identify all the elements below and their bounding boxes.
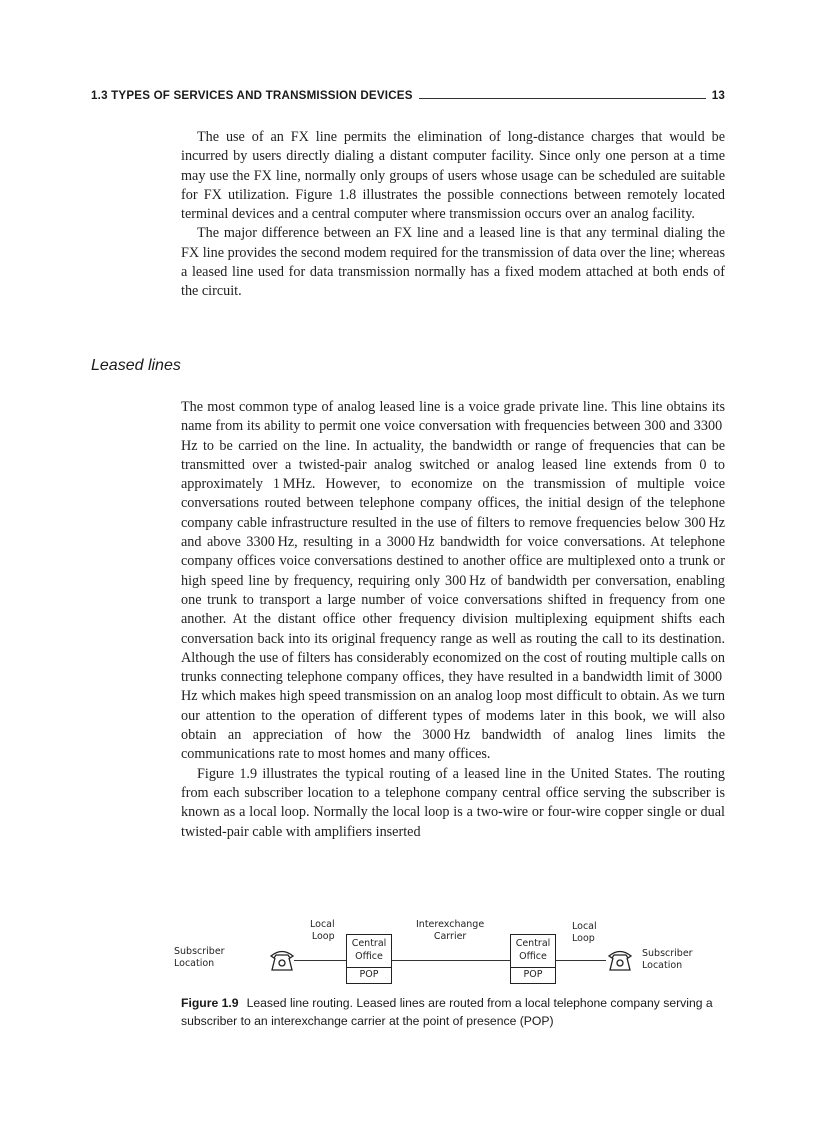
right-pop-box: POP	[510, 967, 556, 984]
right-local-loop-label	[572, 921, 597, 945]
paragraph: The major difference between an FX line and a leased line is that any terminal dialing the FX line provides the second modem required for the transmission of data over the line; whereas a leased line used for data transmission normally has a fixed modem attached at both ends of the circuit.	[181, 225, 725, 300]
telephone-icon	[606, 948, 634, 972]
right-subscriber-label	[642, 948, 693, 972]
section-heading-leased-lines: Leased lines	[91, 357, 181, 374]
running-head	[91, 86, 725, 102]
label-line: Location	[642, 960, 683, 971]
paragraph: The most common type of analog leased line is a voice grade private line. This line obtains its name from its ability to permit one voice conversation with frequencies between 300 and 3300 Hz to be carried on the line. In actuality, the bandwidth or range of frequencies that can be transmitted over a twisted-pair analog switched or analog leased line extends from 0 to approximately 1 MHz. However, to economize on the transmission of multiple voice conversations routed between telephone company offices, the initial design of the telephone company cable infrastructure resulted in the use of filters to remove frequencies below 300 Hz and above 3300 Hz, resulting in a 3000 Hz bandwidth for voice conversations. At telephone company offices voice conversations destined to another office are multiplexed onto a trunk or high speed line by frequency, requiring only 300 Hz of bandwidth per conversation, enabling one trunk to transport a large number of voice conversations shifted in frequency from one another. At the distant office other frequency division multiplexing equipment shifts each conversation back into its original frequency range as well as routing the call to its destination. Although the use of filters has considerably economized on the cost of routing multiple calls on trunks connecting telephone company offices, they have resulted in a bandwidth limit of 3000 Hz which makes high speed transmission on an analog loop most difficult to obtain. As we turn our attention to the operation of different types of modems later in this book, we will also obtain an appreciation of how the 3000 Hz bandwidth of analog lines limits the communications rate to most homes and many offices.	[181, 399, 725, 763]
paragraph: The use of an FX line permits the elimination of long-distance charges that would be incurred by users directly dialing a distant computer facility. Since only one person at a time may use the FX line, normally only groups of users whose usage can be scheduled are suitable for FX utilization. Figure 1.8 illustrates the possible connections between remotely located terminal devices and a central computer where transmission occurs over an analog facility.	[181, 129, 725, 223]
label-line: Central	[515, 938, 551, 949]
label-line: Office	[519, 951, 547, 962]
left-local-loop-label	[306, 919, 335, 943]
label-line: Local	[572, 921, 597, 932]
running-head-rule	[419, 98, 706, 99]
caption-text: Leased line routing. Leased lines are routed from a local telephone company serving a subscriber to an interexchange carrier at the point of presence (POP)	[181, 996, 713, 1028]
left-pop-box: POP	[346, 967, 392, 984]
right-central-office-box	[510, 934, 556, 968]
label-line: Carrier	[433, 931, 467, 942]
leased-lines-section	[181, 398, 725, 842]
label-line: Loop	[311, 931, 335, 942]
page-number: 13	[711, 89, 725, 102]
left-subscriber-label	[174, 946, 225, 970]
running-head-title: 1.3 TYPES OF SERVICES AND TRANSMISSION DEVICES	[91, 89, 413, 102]
telephone-icon	[268, 948, 296, 972]
fx-line-section	[181, 128, 725, 302]
interexchange-carrier-label	[416, 919, 484, 943]
label-line: Location	[174, 958, 215, 969]
figure-label: Figure 1.9	[181, 996, 239, 1010]
local-loop-line	[556, 960, 606, 961]
label-line: Subscriber	[642, 948, 693, 959]
interexchange-line	[392, 960, 510, 961]
figure-caption	[181, 995, 741, 1030]
figure-leased-line-routing	[170, 915, 730, 990]
label-line: Subscriber	[174, 946, 225, 957]
left-central-office-box	[346, 934, 392, 968]
label-line: Interexchange	[416, 919, 485, 930]
label-line: Office	[355, 951, 383, 962]
label-line: Local	[310, 919, 335, 930]
paragraph: Figure 1.9 illustrates the typical routing of a leased line in the United States. The routing from each subscriber location to a telephone company central office serving the subscriber is known as a local loop. Normally the local loop is a two-wire or four-wire copper single or dual twisted-pair cable with amplifiers inserted	[181, 765, 725, 840]
local-loop-line	[294, 960, 346, 961]
label-line: Central	[351, 938, 387, 949]
label-line: Loop	[572, 933, 595, 944]
